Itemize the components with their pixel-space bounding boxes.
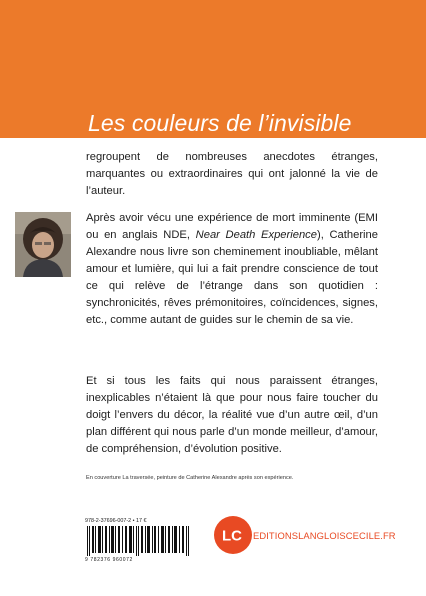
barcode-digits: 9 782376 960072: [85, 557, 133, 563]
author-photo-image: [15, 212, 71, 277]
paragraph-closing: Et si tous les faits qui nous paraissent étranges, inexplicables n’étaient là que pour nous faire toucher du doigt l’envers du décor, la réalité vue d’un autre œil, d’un plan différent qui nous parle d’un monde meilleur, d’amour, de compréhension, d’évolution positive.: [86, 375, 378, 455]
barcode-icon: [85, 526, 193, 556]
isbn-price: 978-2-37696-007-2 • 17 €: [85, 518, 147, 524]
paragraph-author: [86, 210, 378, 329]
paragraph-author-end: ), Catherine Alexandre nous livre son cheminement inoubliable, mêlant amour et lumière, qui lui a fait prendre conscience de tout ce qui relève de l’étrange dans son quotidien : synchronicités, rêves prémonitoires, coïncidences, signes, etc., comme autant de guides sur le chemin de sa vie.: [86, 229, 378, 326]
paragraph-author-start: Après avoir vécu une expérience de mort imminente (EMI ou en anglais NDE,: [86, 212, 378, 241]
barcode-block: [85, 518, 197, 563]
paragraph-intro: regroupent de nombreuses anecdotes étranges, marquantes ou extraordinaires qui ont jalonné la vie de l’auteur.: [86, 151, 378, 197]
publisher-url: EDITIONSLANGLOISCECILE.FR: [253, 530, 396, 541]
publisher-logo-icon: [213, 515, 253, 555]
paragraph-author-italic: Near Death Experience: [195, 229, 317, 241]
author-photo: [15, 212, 71, 277]
logo-text: LC: [222, 527, 242, 545]
cover-caption: En couverture La traversée, peinture de Catherine Alexandre après son expérience.: [86, 475, 294, 481]
book-title: Les couleurs de l’invisible: [88, 110, 352, 136]
